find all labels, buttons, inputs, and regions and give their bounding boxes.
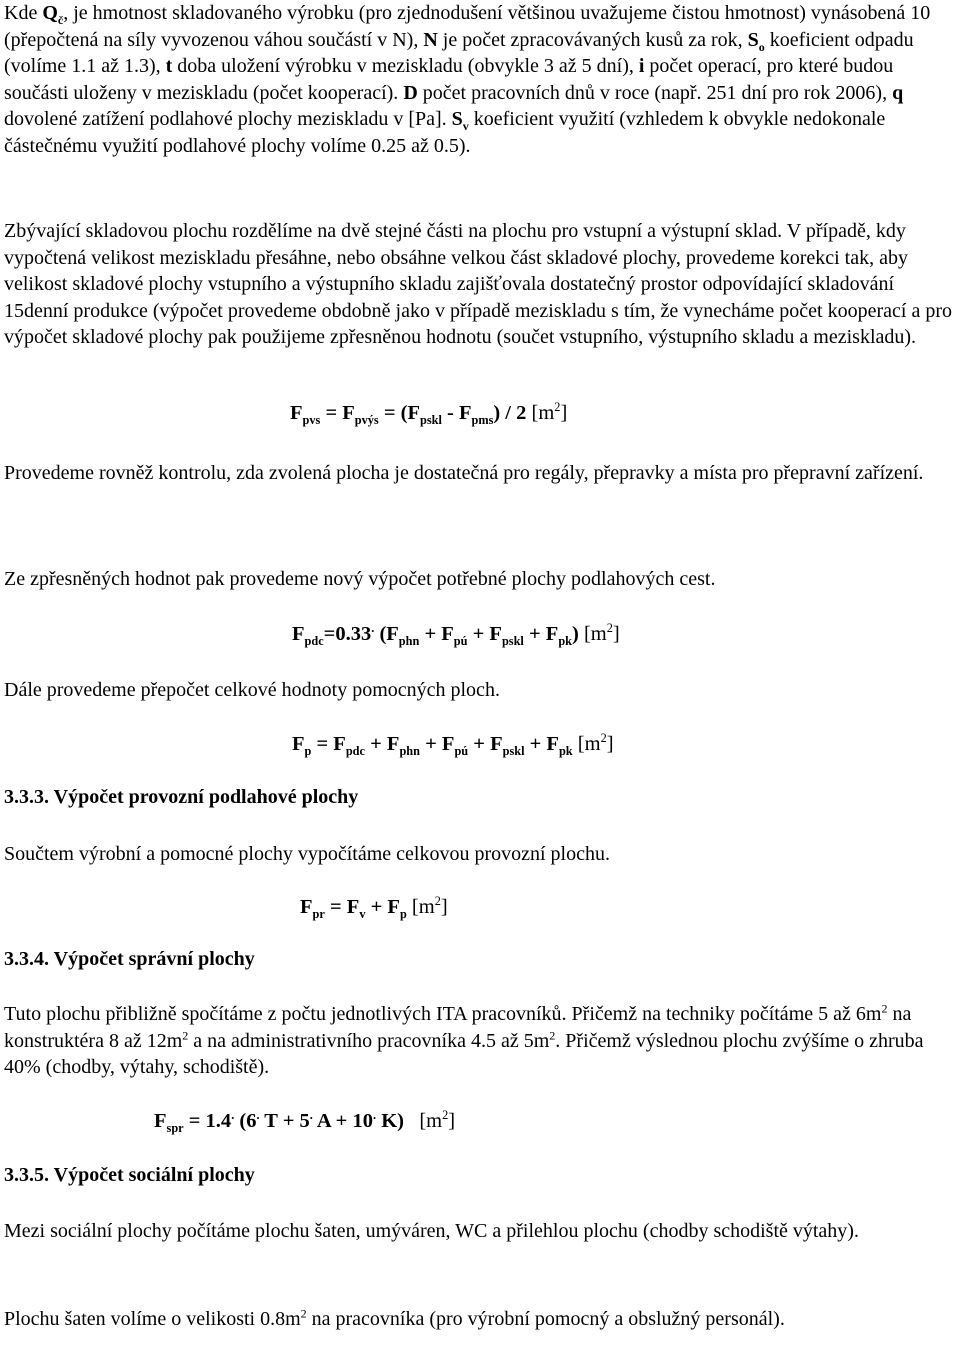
section-heading-3-3-3: 3.3.3. Výpočet provozní podlahové plochy xyxy=(4,786,359,808)
equation-operating-area: $F_{pr} = F_v + F_p$ $[m^2]$ xyxy=(300,894,448,922)
equation-floor-paths: $F_{pdc}=0.33^.$ $(F_{phn} + F_{pú} + F_{pskl} + F_{pk})$ $[m^2]$ xyxy=(292,621,620,649)
locker-area-paragraph: Plochu šaten volíme o velikosti $0.8m^2$ na pracovníka (pro výrobní pomocný a obslužný personál). xyxy=(4,1306,785,1330)
equation-storage-area: $F_{pvs} = F_{pvýs} = (F_{pskl} - F_{pms}) / 2$ $[m^2]$ xyxy=(290,400,568,428)
storage-split-paragraph: Zbývající skladovou plochu rozdělíme na dvě stejné části na plochu pro vstupní a výstupní sklad. V případě, kdy vypočtená velikost meziskladu přesáhne, nebo obsáhne velkou část skladové plochy, provedeme korekci tak, aby velikost skladové plochy vstupního a výstupního skladu zajišťovala dostatečný prostor odpovídající skladování 15denní produkce (výpočet provedeme obdobně jako v případě meziskladu s tím, že vynecháme počet kooperací a pro výpočet skladové plochy pak použijeme zpřesněnou hodnotu (součet vstupního, výstupního skladu a meziskladu). xyxy=(4,220,952,348)
equation-admin-area: $F_{spr} = 1.4^.$ (6. T + 5. A + 10. K) $[m^2]$ xyxy=(154,1108,456,1136)
section-heading-3-3-5: 3.3.5. Výpočet sociální plochy xyxy=(4,1164,255,1186)
path-recalc-paragraph: Ze zpřesněných hodnot pak provedeme nový výpočet potřebné plochy podlahových cest. xyxy=(4,568,716,590)
intro-paragraph: Kde $Q_č$, je hmotnost skladovaného výrobku (pro zjednodušení většinou uvažujeme čistou hmotnost) vynásobená 10 (přepočtená na síly vyvozenou váhou součástí v N), N je počet zpracovávaných kusů za rok, $S_o$ koeficient odpadu (volíme 1.1 až 1.3), t doba uložení výrobku v meziskladu (obvykle 3 až 5 dní), i počet operací, pro které budou součásti uloženy v meziskladu (počet kooperací). D počet pracovních dnů v roce (např. 251 dní pro rok 2006), q dovolené zatížení podlahové plochy meziskladu v [Pa]. $S_v$ koeficient využití (vzhledem k obvykle nedokonale částečnému využití podlahové plochy volíme 0.25 až 0.5). xyxy=(4,2,931,157)
operating-area-paragraph: Součtem výrobní a pomocné plochy vypočítáme celkovou provozní plochu. xyxy=(4,843,610,865)
social-area-paragraph: Mezi sociální plochy počítáme plochu šaten, umýváren, WC a přilehlou plochu (chodby schodiště výtahy). xyxy=(4,1220,859,1242)
equation-auxiliary-area: $F_p = F_{pdc} + F_{phn} + F_{pú} + F_{pskl} + F_{pk}$ $[m^2]$ xyxy=(292,731,614,759)
check-paragraph: Provedeme rovněž kontrolu, zda zvolená plocha je dostatečná pro regály, přepravky a místa pro přepravní zařízení. xyxy=(4,462,924,484)
admin-area-paragraph: Tuto plochu přibližně spočítáme z počtu jednotlivých ITA pracovníků. Přičemž na techniky počítáme 5 až $6m^2$ na konstruktéra 8 až $12m^2$ a na administrativního pracovníka 4.5 až $5m^2$. Přičemž výslednou plochu zvýšíme o zhruba 40% (chodby, výtahy, schodiště). xyxy=(4,1001,924,1078)
section-heading-3-3-4: 3.3.4. Výpočet správní plochy xyxy=(4,948,255,970)
auxiliary-recalc-paragraph: Dále provedeme přepočet celkové hodnoty pomocných ploch. xyxy=(4,679,500,701)
